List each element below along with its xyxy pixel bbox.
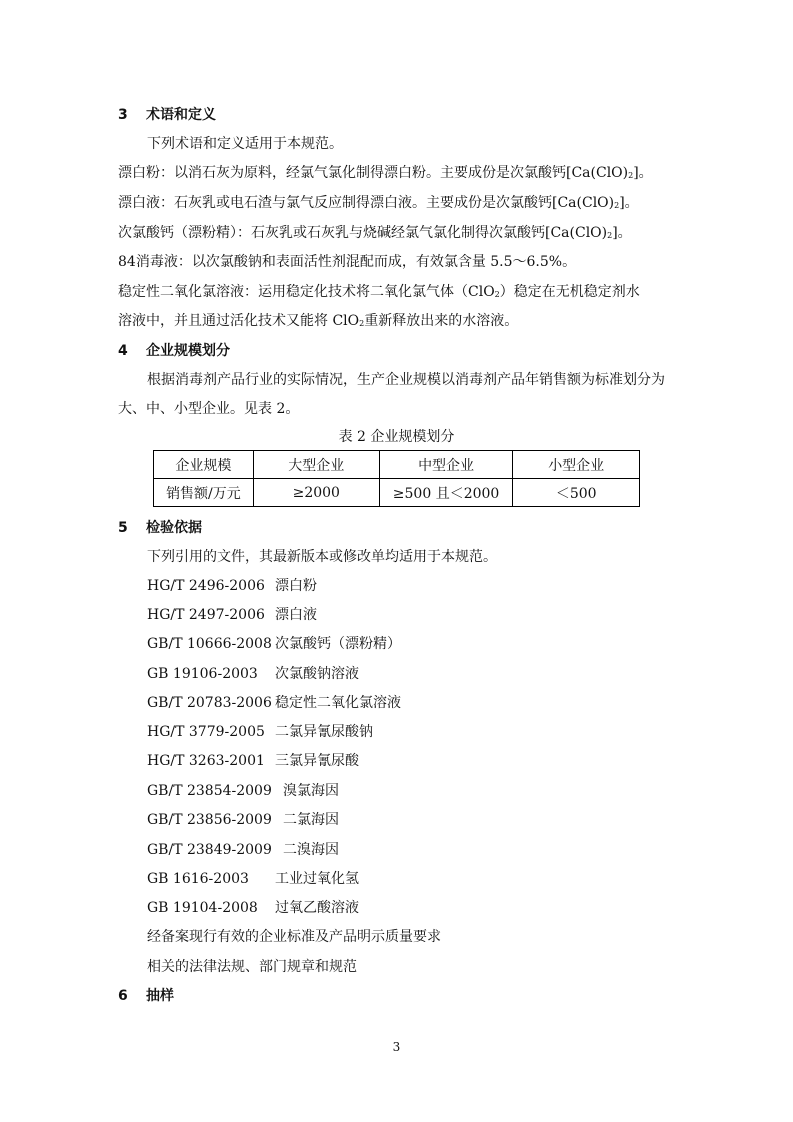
section-6-heading [118, 986, 174, 1006]
section-number: 4 [118, 343, 128, 359]
standard-reference: HG/T 2497-2006 漂白液 [147, 607, 317, 623]
term-definition: 84消毒液：以次氯酸钠和表面活性剂混配而成，有效氯含量 5.5～6.5%。 [118, 254, 577, 270]
standard-reference: GB 1616-2003 工业过氧化氢 [147, 871, 359, 887]
standard-reference: GB/T 23856-2009 二氯海因 [147, 812, 339, 828]
section-4-paragraph: 根据消毒剂产品行业的实际情况，生产企业规模以消毒剂产品年销售额为标准划分为 [147, 372, 665, 388]
section-number: 5 [118, 520, 128, 536]
standard-reference: GB 19106-2003 次氯酸钠溶液 [147, 666, 359, 682]
term-definition: 次氯酸钙（漂粉精）：石灰乳或石灰乳与烧碱经氯气氯化制得次氯酸钙$[Ca(ClO)_2]$。 [118, 225, 632, 241]
section-4-heading [118, 341, 230, 361]
section-number: 3 [118, 107, 128, 123]
section-number: 6 [118, 988, 128, 1004]
table-caption: 表 2 企业规模划分 [338, 429, 455, 445]
section-title: 术语和定义 [146, 107, 216, 123]
term-definition: 漂白液：石灰乳或电石渣与氯气反应制得漂白液。主要成份是次氯酸钙$[Ca(ClO)_2]$。 [118, 195, 639, 211]
table-cell: 大型企业 [253, 451, 379, 479]
table-cell: 中型企业 [379, 451, 513, 479]
table-cell: 销售额/万元 [154, 479, 254, 507]
term-definition-continued: 溶液中，并且通过活化技术又能将 ClO$_2$重新释放出来的水溶液。 [118, 313, 519, 329]
enterprise-scale-table [153, 450, 640, 507]
section-3-heading [118, 105, 216, 125]
table-cell: ≥500 且＜2000 [379, 479, 513, 507]
table-row [154, 479, 640, 507]
term-definition: 漂白粉：以消石灰为原料，经氯气氯化制得漂白粉。主要成份是次氯酸钙$[Ca(ClO)_2]$。 [118, 165, 653, 181]
standard-reference: GB/T 23849-2009 二溴海因 [147, 842, 339, 858]
standard-reference-extra: 相关的法律法规、部门规章和规范 [147, 959, 357, 975]
standard-reference: HG/T 3263-2001 三氯异氰尿酸 [147, 753, 359, 769]
table-header-row [154, 451, 640, 479]
standard-reference: GB/T 23854-2009 溴氯海因 [147, 783, 339, 799]
section-5-intro: 下列引用的文件，其最新版本或修改单均适用于本规范。 [147, 549, 497, 565]
section-title: 抽样 [146, 988, 174, 1004]
table-cell: ≥2000 [253, 479, 379, 507]
section-3-intro: 下列术语和定义适用于本规范。 [147, 136, 343, 152]
standard-reference: HG/T 2496-2006 漂白粉 [147, 578, 317, 594]
table-cell: 小型企业 [513, 451, 640, 479]
section-title: 企业规模划分 [146, 343, 230, 359]
page-number: 3 [392, 1040, 401, 1054]
section-title: 检验依据 [146, 520, 202, 536]
table-cell: 企业规模 [154, 451, 254, 479]
table-cell: ＜500 [513, 479, 640, 507]
standard-reference: GB/T 10666-2008 次氯酸钙（漂粉精） [147, 636, 401, 652]
standard-reference-extra: 经备案现行有效的企业标准及产品明示质量要求 [147, 929, 441, 945]
standard-reference: HG/T 3779-2005 二氯异氰尿酸钠 [147, 724, 373, 740]
section-5-heading [118, 518, 202, 538]
section-4-paragraph-continued: 大、中、小型企业。见表 2。 [118, 401, 300, 417]
standard-reference: GB/T 20783-2006 稳定性二氧化氯溶液 [147, 695, 401, 711]
standard-reference: GB 19104-2008 过氧乙酸溶液 [147, 900, 359, 916]
term-definition: 稳定性二氧化氯溶液：运用稳定化技术将二氧化氯气体（ClO$_2$）稳定在无机稳定剂水 [118, 284, 640, 300]
